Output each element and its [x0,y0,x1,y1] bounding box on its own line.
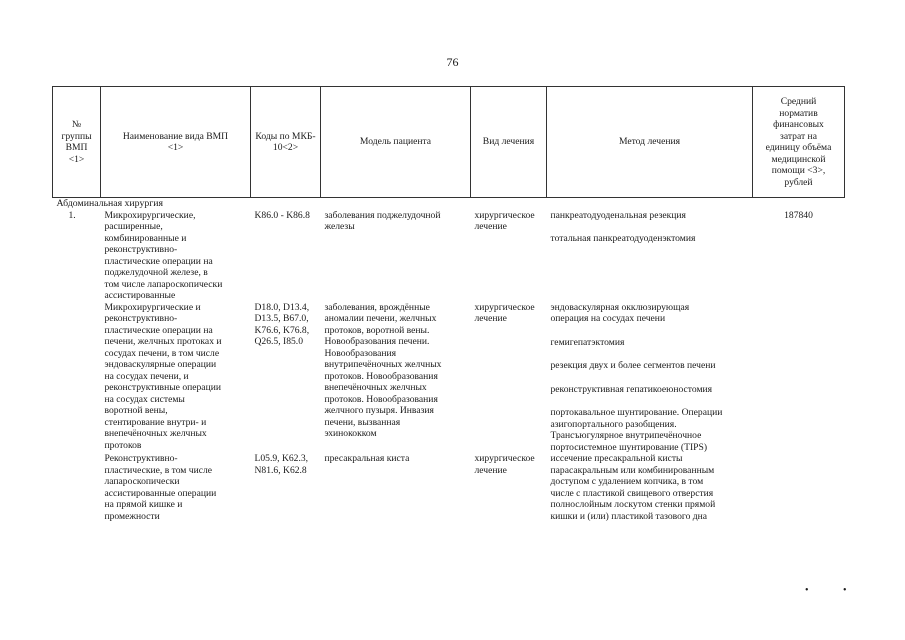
treatment-methods [547,302,753,454]
header-treatment-method: Метод лечения [547,87,753,198]
icd-codes: L05.9, K62.3, N81.6, K62.8 [254,453,309,476]
patient-model: заболевания поджелудочной железы [324,209,441,233]
table-header-row [53,87,845,198]
header-group-number: № группы ВМП <1> [53,87,101,198]
patient-model: пресакральная киста [324,453,410,465]
scan-marks: • • [805,585,863,596]
header-patient-model: Модель пациента [321,87,471,198]
method-item: эндоваскулярная окклюзирующая операция на сосудах печени [550,301,690,325]
page-number: 76 [446,55,459,69]
average-cost [753,302,845,454]
vmp-name: Микрохирургические и реконструктивно- пластические операции на печени, желчных протоках и сосудах печени, в том числе эндоваскулярные операции на сосудах печени, и реконструктивные операции на сосудах системы воротной вены, стентирование внутри- и внепечёночных желчных протоков [104,301,222,451]
method-item: тотальная панкреатодуоденэктомия [550,233,696,245]
header-vmp-name: Наименование вида ВМП <1> [101,87,251,198]
average-cost: 187840 [784,209,813,221]
group-number: 1. [68,209,76,221]
group-number [53,453,101,522]
icd-codes: K86.0 - K86.8 [254,209,310,221]
method-item: панкреатодуоденальная резекция [550,209,686,221]
treatment-type: хирургическое лечение [474,209,535,233]
section-title: Абдоминальная хирургия [56,198,164,209]
vmp-name: Реконструктивно- пластические, в том числе лапароскопически ассистированные операции на прямой кишке и промежности [104,453,217,522]
vmp-table [52,86,845,522]
treatment-methods [547,210,753,302]
treatment-type: хирургическое лечение [474,301,535,325]
patient-model: заболевания, врождённые аномалии печени, желчных протоков, воротной вены. Новообразования печени. Новообразования внутрипечёночных желчных протоков. Новообразования внепечёночных желчных протоков. Новообразования желчного пузыря. Инвазия печени, вызванная эхинококком [324,301,442,440]
header-icd-codes: Коды по МКБ- 10<2> [251,87,321,198]
header-treatment-type: Вид лечения [471,87,547,198]
table-row [53,453,845,522]
group-number [53,302,101,454]
icd-codes: D18.0, D13.4, D13.5, B67.0, K76.6, K76.8, Q26.5, I85.0 [254,301,310,348]
table-row [53,302,845,454]
treatment-type: хирургическое лечение [474,453,535,476]
vmp-name: Микрохирургические, расширенные, комбинированные и реконструктивно- пластические операции на поджелудочной железе, в том числе лапароскопически ассистированные [104,209,223,302]
method-item: портокавальное шунтирование. Операции азигопортального разобщения. Трансъюгулярное внутрипечёночное портосистемное шунтирование (TIPS) [550,407,723,453]
method-item: реконструктивная гепатикоеюностомия [550,383,713,395]
average-cost [753,453,845,522]
treatment-methods [547,453,753,522]
method-item: резекция двух и более сегментов печени [550,360,716,372]
method-item: гемигепатэктомия [550,336,625,348]
method-item: иссечение пресакральной кисты парасакральным или комбинированным доступом с удалением копчика, в том числе с пластикой свищевого отверстия полнослойным лоскутом стенки прямой кишки и (или) пластикой тазового дна [550,453,716,522]
table-row [53,210,845,302]
header-average-cost: Средний норматив финансовых затрат на единицу объёма медицинской помощи <3>, рублей [753,87,845,198]
section-row [53,198,845,210]
